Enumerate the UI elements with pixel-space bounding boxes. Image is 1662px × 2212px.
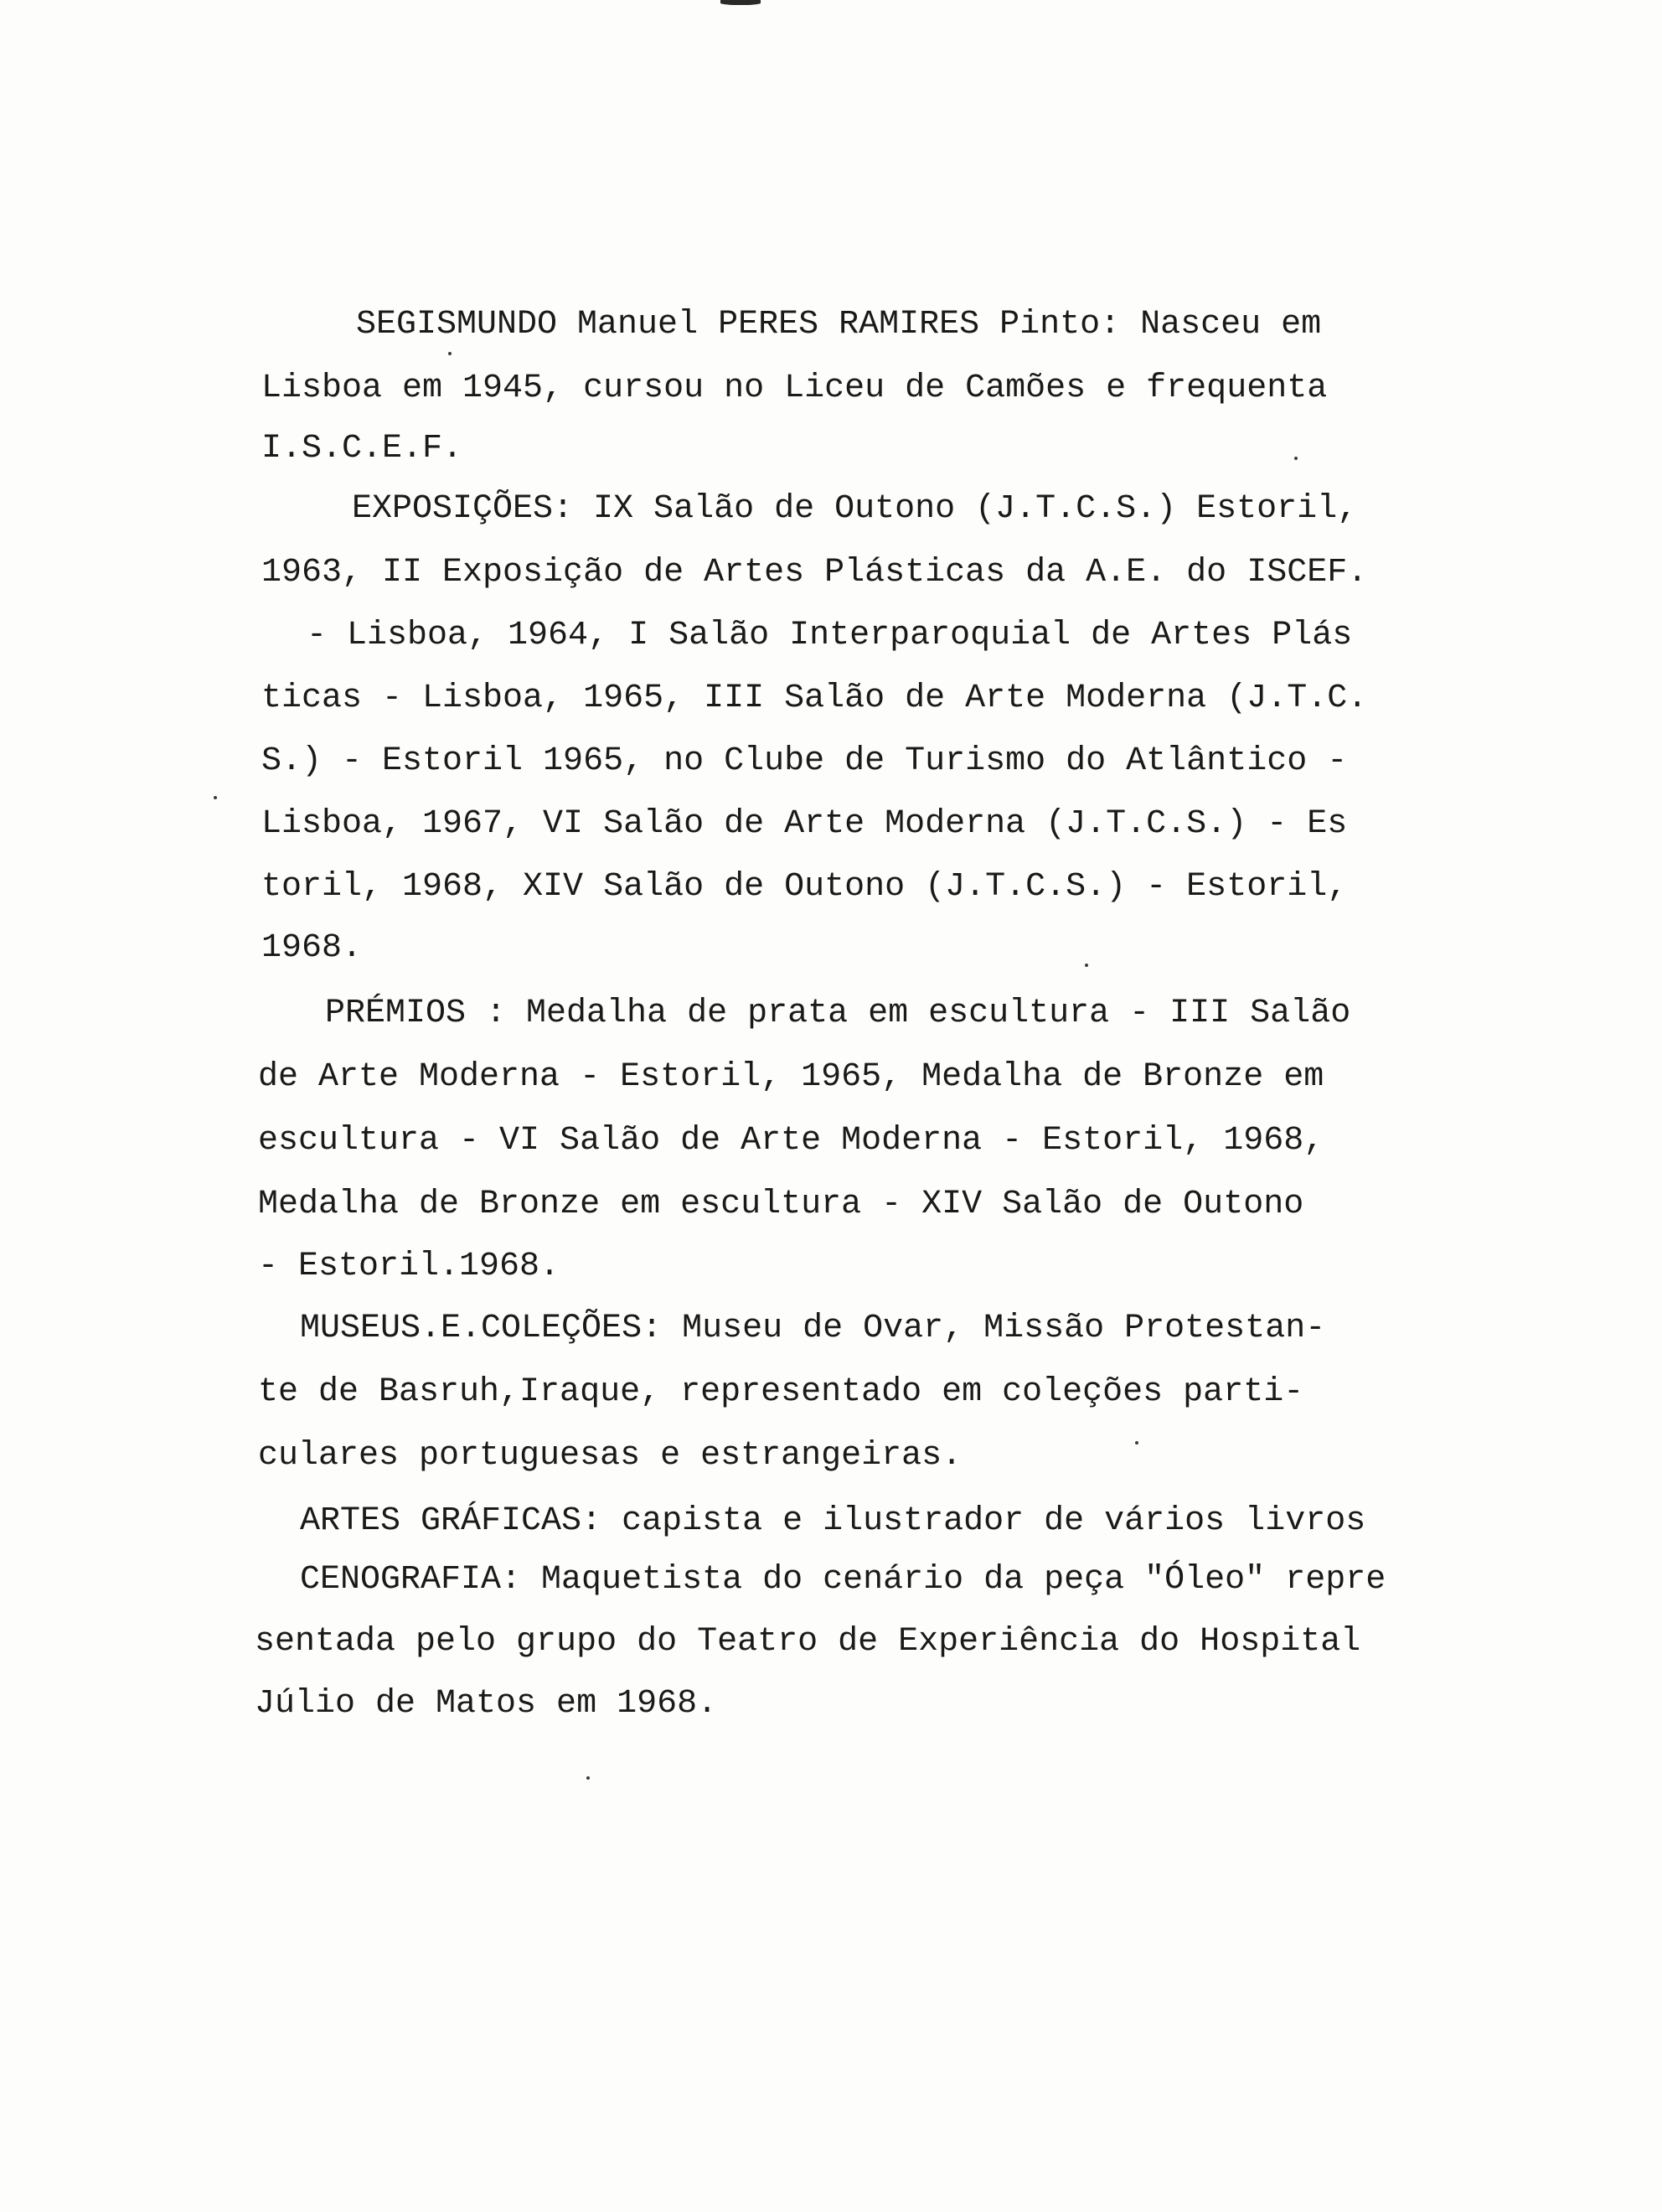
intro-line-2: Lisboa em 1945, cursou no Liceu de Camões e frequenta: [261, 370, 1328, 407]
premios-line-1: PRÉMIOS : Medalha de prata em escultura - III Salão: [325, 995, 1351, 1032]
premios-line-3: escultura - VI Salão de Arte Moderna - Estoril, 1968,: [258, 1122, 1324, 1160]
exposicoes-line-3: - Lisboa, 1964, I Salão Interparoquial de Artes Plás: [307, 617, 1353, 654]
scan-speck: [1085, 964, 1088, 967]
exposicoes-line-5: S.) - Estoril 1965, no Clube de Turismo do Atlântico -: [261, 742, 1348, 780]
museus-line-1: MUSEUS.E.COLEÇÕES: Museu de Ovar, Missão Protestan-: [300, 1310, 1326, 1347]
exposicoes-line-2: 1963, II Exposição de Artes Plásticas da A.E. do ISCEF.: [261, 554, 1368, 592]
cenografia-line-1: CENOGRAFIA: Maquetista do cenário da peça "Óleo" repre: [300, 1561, 1386, 1599]
museus-line-2: te de Basruh,Iraque, representado em coleções parti-: [258, 1373, 1304, 1411]
intro-line-1: SEGISMUNDO Manuel PERES RAMIRES Pinto: Nasceu em: [356, 306, 1322, 344]
exposicoes-line-6: Lisboa, 1967, VI Salão de Arte Moderna (J.T.C.S.) - Es: [261, 805, 1348, 843]
intro-line-3: I.S.C.E.F.: [261, 430, 463, 468]
scan-speck: [448, 352, 452, 355]
exposicoes-line-8: 1968.: [261, 929, 363, 967]
artes-graficas-line-1: ARTES GRÁFICAS: capista e ilustrador de vários livros: [300, 1502, 1366, 1540]
exposicoes-line-1: EXPOSIÇÕES: IX Salão de Outono (J.T.C.S.) Estoril,: [352, 490, 1358, 528]
scan-speck: [1135, 1441, 1138, 1445]
premios-line-4: Medalha de Bronze em escultura - XIV Salão de Outono: [258, 1186, 1304, 1223]
exposicoes-line-7: toril, 1968, XIV Salão de Outono (J.T.C.S.) - Estoril,: [261, 868, 1348, 906]
scan-speck: [586, 1776, 590, 1780]
premios-line-5: - Estoril.1968.: [258, 1248, 560, 1285]
scan-mark-top: [720, 0, 761, 5]
cenografia-line-3: Júlio de Matos em 1968.: [255, 1685, 718, 1723]
premios-line-2: de Arte Moderna - Estoril, 1965, Medalha de Bronze em: [258, 1058, 1324, 1096]
scan-speck: [1294, 457, 1298, 460]
museus-line-3: culares portuguesas e estrangeiras.: [258, 1437, 963, 1475]
scan-speck: [214, 796, 217, 799]
exposicoes-line-4: ticas - Lisboa, 1965, III Salão de Arte Moderna (J.T.C.: [261, 680, 1368, 717]
cenografia-line-2: sentada pelo grupo do Teatro de Experiência do Hospital: [255, 1623, 1361, 1661]
